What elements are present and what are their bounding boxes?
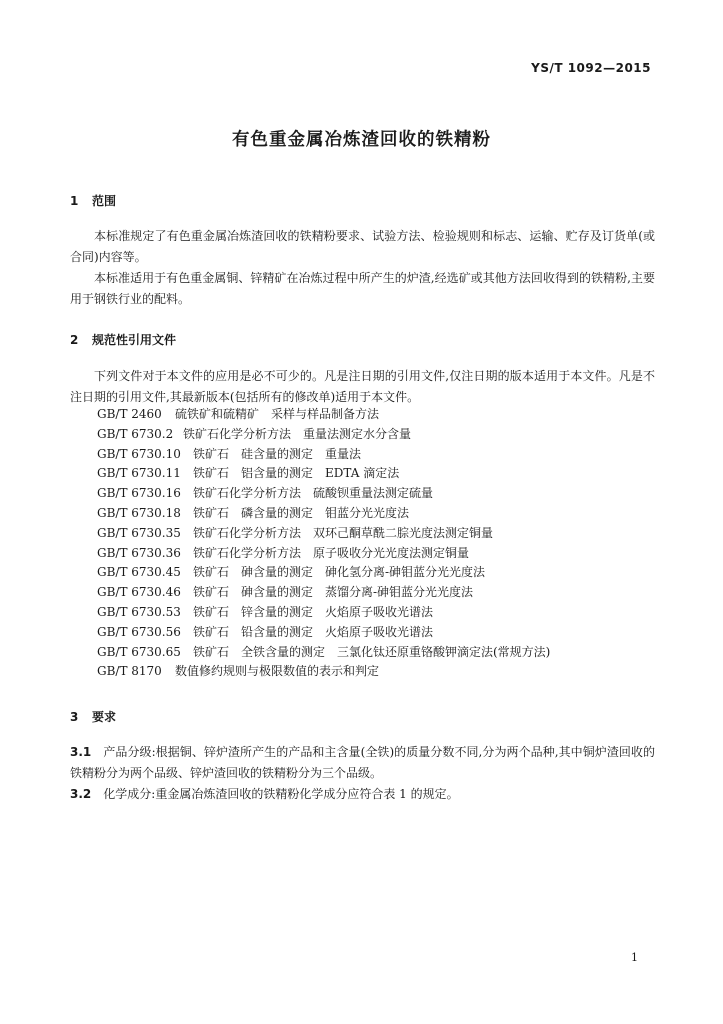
document-title: 有色重金属冶炼渣回收的铁精粉	[232, 130, 491, 150]
reference-code: GB/T 6730.46	[97, 585, 181, 600]
reference-code: GB/T 6730.18	[97, 505, 181, 520]
reference-title: 铁矿石 铝含量的测定 EDTA 滴定法	[193, 466, 400, 481]
reference-title: 硫铁矿和硫精矿 采样与样品制备方法	[175, 407, 380, 421]
reference-code: GB/T 6730.56	[97, 624, 181, 639]
reference-code: GB/T 8170	[97, 664, 162, 679]
clause-number: 3.1	[70, 745, 92, 759]
reference-code: GB/T 6730.45	[97, 565, 181, 580]
reference-item	[97, 484, 657, 504]
reference-item	[97, 504, 657, 524]
reference-title: 铁矿石 硅含量的测定 重量法	[193, 446, 362, 461]
references-intro: 下列文件对于本文件的应用是必不可少的。凡是注日期的引用文件,仅注日期的版本适用于本文件。凡是不注日期的引用文件,其最新版本(包括所有的修改单)适用于本文件。	[70, 369, 655, 404]
reference-item	[97, 662, 657, 682]
page-number: 1	[631, 951, 638, 964]
clause-3-1	[70, 742, 655, 784]
scope-paragraph-2: 本标准适用于有色重金属铜、锌精矿在冶炼过程中所产生的炉渣,经选矿或其他方法回收得到的铁精粉,主要用于钢铁行业的配料。	[70, 271, 655, 306]
section-2-heading	[70, 331, 176, 348]
reference-title: 铁矿石 锌含量的测定 火焰原子吸收光谱法	[193, 604, 434, 619]
standard-code: YS/T 1092—2015	[531, 61, 651, 75]
clause-3-2	[70, 784, 655, 805]
clause-number: 3.2	[70, 787, 92, 801]
reference-item	[97, 445, 657, 465]
reference-code: GB/T 6730.10	[97, 446, 181, 461]
section-number: 2	[70, 333, 79, 347]
clause-text: 化学成分:重金属冶炼渣回收的铁精粉化学成分应符合表 1 的规定。	[103, 787, 459, 801]
reference-item	[97, 563, 657, 583]
section-number: 1	[70, 194, 79, 208]
section-1-heading	[70, 192, 116, 209]
reference-title: 铁矿石 砷含量的测定 蒸馏分离-砷钼蓝分光光度法	[193, 585, 474, 600]
section-title: 要求	[92, 710, 117, 724]
reference-code: GB/T 6730.36	[97, 545, 181, 560]
reference-title: 数值修约规则与极限数值的表示和判定	[175, 664, 380, 679]
reference-title: 铁矿石化学分析方法 重量法测定水分含量	[183, 426, 412, 441]
reference-code: GB/T 6730.65	[97, 644, 181, 659]
reference-item	[97, 464, 657, 484]
reference-code: GB/T 6730.16	[97, 486, 181, 501]
reference-item	[97, 583, 657, 603]
reference-title: 铁矿石化学分析方法 原子吸收分光光度法测定铜量	[193, 545, 470, 560]
reference-code: GB/T 6730.2	[97, 426, 174, 441]
reference-code: GB/T 6730.11	[97, 466, 181, 481]
section-title: 范围	[92, 194, 117, 208]
reference-item	[97, 623, 657, 643]
reference-item	[97, 544, 657, 564]
reference-title: 铁矿石化学分析方法 双环己酮草酰二腙光度法测定铜量	[193, 525, 494, 540]
section-title: 规范性引用文件	[92, 333, 177, 347]
reference-title: 铁矿石 全铁含量的测定 三氯化钛还原重铬酸钾滴定法(常规方法)	[193, 644, 551, 659]
clause-text: 产品分级:根据铜、锌炉渣所产生的产品和主含量(全铁)的质量分数不同,分为两个品种,其中铜炉渣回收的铁精粉分为两个品级、锌炉渣回收的铁精粉分为三个品级。	[70, 745, 655, 780]
reference-title: 铁矿石化学分析方法 硫酸钡重量法测定硫量	[193, 486, 434, 501]
reference-code: GB/T 6730.35	[97, 525, 181, 540]
scope-paragraph-1: 本标准规定了有色重金属冶炼渣回收的铁精粉要求、试验方法、检验规则和标志、运输、贮存及订货单(或合同)内容等。	[70, 229, 655, 264]
reference-item	[97, 524, 657, 544]
reference-item	[97, 643, 657, 663]
reference-list	[97, 405, 657, 682]
reference-item	[97, 425, 657, 445]
reference-code: GB/T 2460	[97, 407, 162, 421]
reference-item	[97, 603, 657, 623]
reference-item	[97, 405, 657, 425]
section-3-heading	[70, 708, 116, 725]
reference-code: GB/T 6730.53	[97, 604, 181, 619]
reference-title: 铁矿石 砷含量的测定 砷化氢分离-砷钼蓝分光光度法	[193, 565, 486, 580]
reference-title: 铁矿石 磷含量的测定 钼蓝分光光度法	[193, 505, 410, 520]
reference-title: 铁矿石 铅含量的测定 火焰原子吸收光谱法	[193, 624, 434, 639]
section-number: 3	[70, 710, 79, 724]
